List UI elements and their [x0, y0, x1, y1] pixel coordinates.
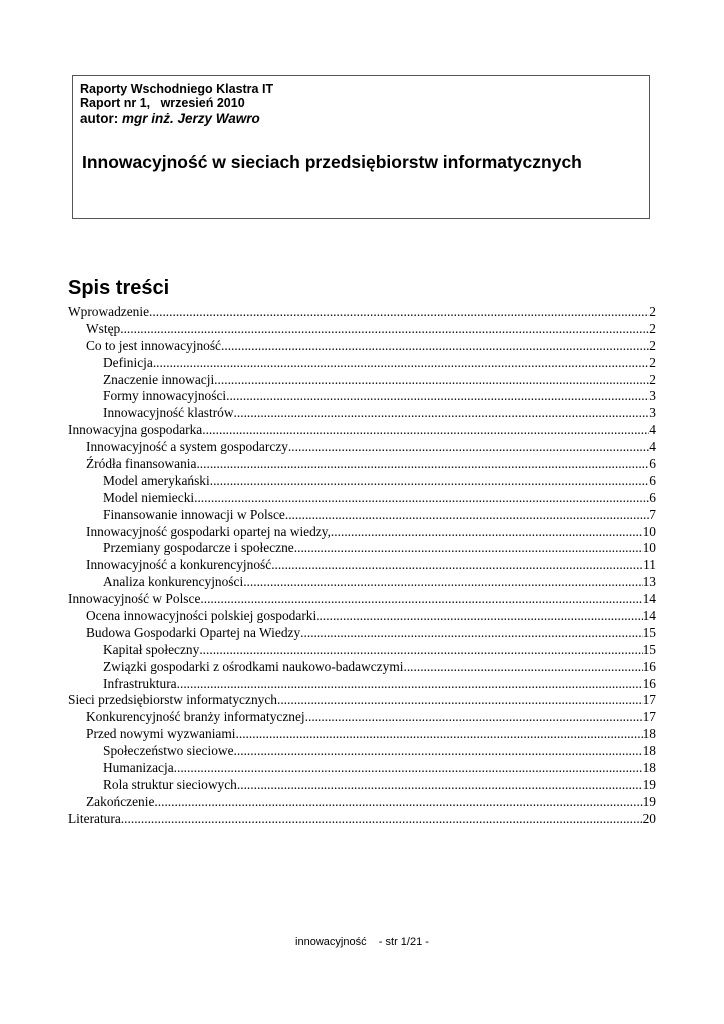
- toc-dot-leader: [403, 659, 642, 676]
- document-title: Innowacyjność w sieciach przedsiębiorstw informatycznych: [82, 152, 582, 172]
- toc-entry-page: 16: [642, 658, 656, 674]
- toc-entry[interactable]: [68, 473, 656, 490]
- toc-entry[interactable]: [68, 676, 656, 693]
- toc-dot-leader: [285, 507, 649, 524]
- author-name: mgr inż. Jerzy Wawro: [122, 111, 260, 126]
- toc-entry-title: Społeczeństwo sieciowe: [103, 743, 234, 759]
- toc-dot-leader: [300, 625, 642, 642]
- toc-entry-page: 18: [642, 760, 656, 776]
- toc-dot-leader: [221, 338, 649, 355]
- toc-entry[interactable]: [68, 692, 656, 709]
- table-of-contents: [68, 304, 656, 828]
- toc-entry-title: Zakończenie: [86, 793, 155, 809]
- toc-dot-leader: [237, 777, 643, 794]
- toc-entry-title: Źródła finansowania: [86, 456, 197, 472]
- toc-entry-page: 2: [649, 320, 656, 336]
- toc-dot-leader: [234, 743, 643, 760]
- toc-entry[interactable]: [68, 777, 656, 794]
- author-line: [80, 111, 260, 127]
- toc-entry-title: Budowa Gospodarki Opartej na Wiedzy: [86, 624, 301, 640]
- toc-entry-title: Literatura: [68, 810, 121, 826]
- toc-entry[interactable]: [68, 422, 656, 439]
- toc-entry-page: 7: [649, 506, 656, 522]
- toc-dot-leader: [177, 676, 643, 693]
- toc-entry[interactable]: [68, 456, 656, 473]
- toc-entry-title: Znaczenie innowacji: [103, 371, 215, 387]
- toc-entry-title: Innowacyjność klastrów: [103, 405, 234, 421]
- toc-entry[interactable]: [68, 709, 656, 726]
- toc-entry-page: 20: [642, 810, 656, 826]
- toc-dot-leader: [120, 321, 649, 338]
- toc-entry-title: Co to jest innowacyjność: [86, 337, 222, 353]
- toc-dot-leader: [214, 372, 649, 389]
- toc-dot-leader: [236, 726, 643, 743]
- toc-dot-leader: [200, 591, 642, 608]
- toc-entry[interactable]: [68, 524, 656, 541]
- toc-entry[interactable]: [68, 591, 656, 608]
- toc-dot-leader: [294, 540, 643, 557]
- report-number-date: Raport nr 1, wrzesień 2010: [80, 96, 245, 110]
- toc-dot-leader: [154, 794, 642, 811]
- report-header-box: [72, 75, 650, 219]
- toc-entry-title: Model amerykański: [103, 472, 210, 488]
- page-footer: innowacyjność - str 1/21 -: [295, 936, 429, 948]
- toc-dot-leader: [174, 760, 643, 777]
- toc-entry-page: 15: [642, 624, 656, 640]
- toc-dot-leader: [202, 422, 649, 439]
- toc-entry[interactable]: [68, 574, 656, 591]
- toc-entry-page: 2: [649, 304, 656, 319]
- toc-dot-leader: [288, 439, 649, 456]
- toc-entry-page: 3: [649, 405, 656, 421]
- toc-entry-title: Innowacyjność a system gospodarczy: [86, 439, 288, 455]
- toc-entry-page: 13: [642, 574, 656, 590]
- toc-entry-title: Formy innowacyjności: [103, 388, 227, 404]
- toc-entry-title: Rola struktur sieciowych: [103, 776, 237, 792]
- toc-entry[interactable]: [68, 540, 656, 557]
- toc-entry[interactable]: [68, 405, 656, 422]
- toc-entry-title: Konkurencyjność branży informatycznej: [86, 709, 305, 725]
- toc-entry[interactable]: [68, 557, 656, 574]
- toc-entry-page: 15: [642, 641, 656, 657]
- toc-entry-title: Humanizacja: [103, 760, 174, 776]
- toc-dot-leader: [316, 608, 642, 625]
- toc-entry[interactable]: [68, 439, 656, 456]
- toc-entry[interactable]: [68, 355, 656, 372]
- toc-entry-page: 14: [642, 591, 656, 607]
- toc-entry[interactable]: [68, 726, 656, 743]
- toc-entry[interactable]: [68, 608, 656, 625]
- toc-dot-leader: [305, 709, 643, 726]
- toc-entry-title: Przed nowymi wyzwaniami: [86, 726, 236, 742]
- toc-entry[interactable]: [68, 372, 656, 389]
- toc-dot-leader: [194, 490, 649, 507]
- toc-dot-leader: [121, 811, 643, 828]
- toc-entry-title: Analiza konkurencyjności: [103, 574, 244, 590]
- toc-entry-page: 19: [642, 793, 656, 809]
- toc-entry-title: Innowacyjna gospodarka: [68, 422, 203, 438]
- toc-dot-leader: [271, 557, 643, 574]
- toc-entry-page: 10: [642, 540, 656, 556]
- toc-entry-page: 2: [649, 371, 656, 387]
- toc-entry-page: 10: [642, 523, 656, 539]
- toc-entry-title: Innowacyjność gospodarki opartej na wiedzy,: [86, 523, 331, 539]
- toc-entry-title: Innowacyjność w Polsce: [68, 591, 201, 607]
- toc-entry-page: 3: [649, 388, 656, 404]
- toc-entry-title: Infrastruktura: [103, 675, 177, 691]
- toc-dot-leader: [153, 355, 649, 372]
- toc-entry-page: 17: [642, 692, 656, 708]
- toc-entry-page: 6: [649, 456, 656, 472]
- toc-entry-page: 18: [642, 726, 656, 742]
- toc-dot-leader: [210, 473, 650, 490]
- toc-entry-page: 16: [642, 675, 656, 691]
- author-label: autor:: [80, 111, 122, 126]
- toc-entry-page: 17: [642, 709, 656, 725]
- toc-entry[interactable]: [68, 811, 656, 828]
- toc-entry-page: 4: [649, 439, 656, 455]
- toc-dot-leader: [226, 388, 649, 405]
- toc-dot-leader: [331, 524, 643, 541]
- toc-entry-page: 14: [642, 608, 656, 624]
- toc-dot-leader: [149, 304, 649, 321]
- toc-entry[interactable]: [68, 490, 656, 507]
- toc-entry-page: 2: [649, 354, 656, 370]
- toc-entry-title: Wprowadzenie: [68, 304, 150, 319]
- series-name: Raporty Wschodniego Klastra IT: [80, 82, 274, 96]
- toc-entry[interactable]: [68, 743, 656, 760]
- toc-entry-title: Finansowanie innowacji w Polsce: [103, 506, 285, 522]
- toc-entry[interactable]: [68, 794, 656, 811]
- toc-entry[interactable]: [68, 625, 656, 642]
- toc-entry[interactable]: [68, 338, 656, 355]
- toc-entry-title: Wstęp: [86, 320, 121, 336]
- toc-entry-page: 6: [649, 489, 656, 505]
- toc-entry-title: Model niemiecki: [103, 489, 195, 505]
- toc-dot-leader: [234, 405, 650, 422]
- toc-entry[interactable]: [68, 659, 656, 676]
- toc-entry-title: Definicja: [103, 354, 153, 370]
- toc-entry-title: Innowacyjność a konkurencyjność: [86, 557, 272, 573]
- toc-entry-title: Przemiany gospodarcze i społeczne: [103, 540, 294, 556]
- toc-entry-title: Związki gospodarki z ośrodkami naukowo-badawczymi: [103, 658, 404, 674]
- toc-entry-page: 11: [643, 557, 656, 573]
- toc-entry[interactable]: [68, 304, 656, 321]
- toc-heading: Spis treści: [68, 277, 170, 299]
- toc-entry-title: Sieci przedsiębiorstw informatycznych: [68, 692, 277, 708]
- toc-entry[interactable]: [68, 321, 656, 338]
- toc-dot-leader: [196, 456, 649, 473]
- toc-dot-leader: [199, 642, 642, 659]
- toc-entry-page: 18: [642, 743, 656, 759]
- toc-dot-leader: [243, 574, 642, 591]
- toc-dot-leader: [277, 692, 643, 709]
- toc-entry-page: 2: [649, 337, 656, 353]
- toc-entry-title: Kapitał społeczny: [103, 641, 200, 657]
- toc-entry-page: 6: [649, 472, 656, 488]
- toc-entry-title: Ocena innowacyjności polskiej gospodarki: [86, 608, 317, 624]
- toc-entry[interactable]: [68, 507, 656, 524]
- toc-entry-page: 19: [642, 776, 656, 792]
- toc-entry[interactable]: [68, 642, 656, 659]
- toc-entry-page: 4: [649, 422, 656, 438]
- toc-entry[interactable]: [68, 388, 656, 405]
- toc-entry[interactable]: [68, 760, 656, 777]
